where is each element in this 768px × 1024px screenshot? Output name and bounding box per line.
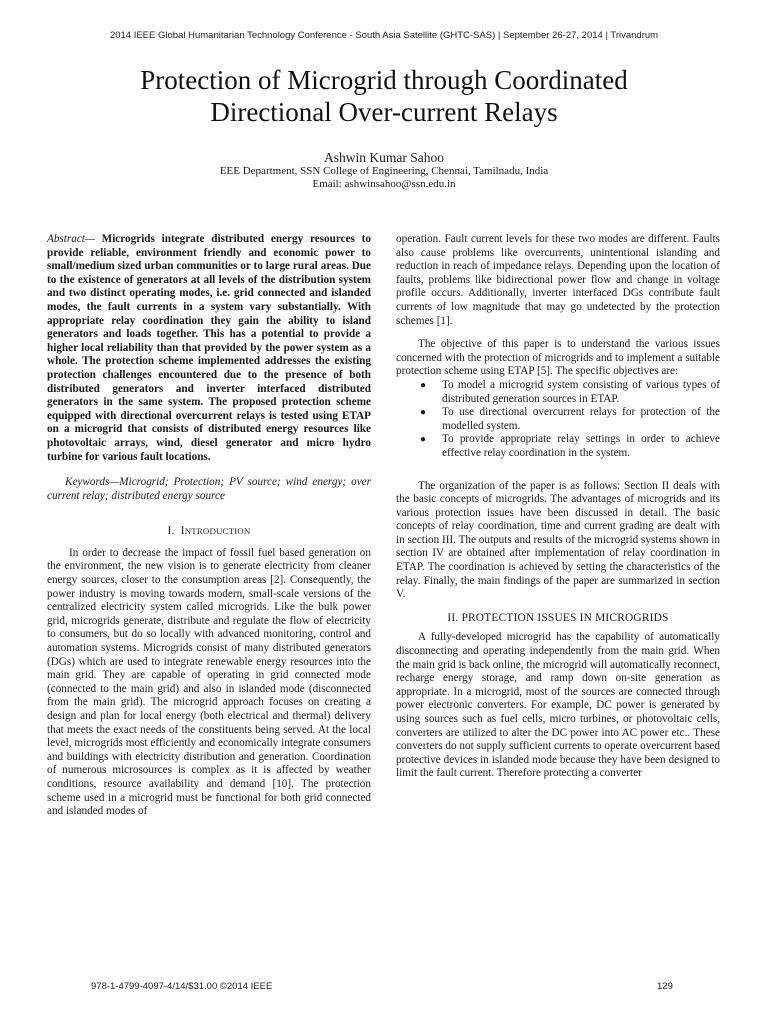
continued-paragraph: operation. Fault current levels for these two modes are different. Faults also cause problems like overcurrents, unintentional islanding and reduction in reach of impedance relays. Depending upon the location of faults, problems like bidirectional power flow and change in voltage profile occurs. Additionally, inverter interfaced DGs contribute fault currents of low magnitude that may go undetected by the protection schemes [1].: [396, 233, 720, 327]
objective-paragraph: The objective of this paper is to understand the various issues concerned with the protection of microgrids and to implement a suitable protection scheme using ETAP [5]. The specific objectives are:: [396, 338, 720, 378]
footer-isbn: 978-1-4799-4097-4/14/$31.00 ©2014 IEEE: [91, 981, 273, 992]
bullet-icon: ●: [420, 379, 427, 391]
section-1-title-rest: NTRODUCTION: [184, 526, 251, 537]
objectives-list: [396, 379, 720, 461]
section-1-heading: [47, 525, 371, 539]
abstract-text: Microgrids integrate distributed energy resources to provide reliable, environment friendly and economic power to small/medium sized urban communities or to large rural areas. Due to the existence of generators at all levels of the distribution system and two distinct operating modes, i.e. grid connected and islanded modes, the fault currents in a system vary substantially. With appropriate relay coordination they gain the ability to island generators and loads together. This has a potential to provide a higher local reliability than that provided by the power system as a whole. The protection scheme implemented addresses the existing protection challenges encountered due to the presence of both distributed generators and inverter interfaced distributed generators in the same system. The proposed protection scheme equipped with directional overcurrent relays is tested using ETAP on a microgrid that consists of distributed energy resources like photovoltaic arrays, wind, diesel generator and micro hydro turbine for various fault locations.: [47, 233, 371, 463]
paper-title: [40, 64, 728, 128]
abstract-dash: —: [84, 233, 102, 245]
objective-item: ● To provide appropriate relay settings in order to achieve effective relay coordination in the system.: [420, 433, 720, 459]
abstract: [47, 233, 371, 464]
left-column: [47, 233, 371, 819]
intro-paragraph: In order to decrease the impact of fossil fuel based generation on the environment, the new vision is to generate electricity from cleaner energy sources, closer to the consumption areas [2]. Consequently, the power industry is moving towards modern, small-scale versions of the centralized electricity system called microgrids. Like the bulk power grid, microgrids generate, distribute and regulate the flow of electricity to consumers, but do so locally with advanced monitoring, control and automation systems. Microgrids consist of many distributed generators (DGs) which are used to integrate renewable energy resources into the main grid. They are capable of operating in grid connected mode (connected to the main grid) and also in islanded mode (disconnected from the main grid). The microgrid approach focuses on creating a design and plan for local energy (both electrical and thermal) delivery that meets the exact needs of the constituents being served. At the local level, microgrids most efficiently and economically integrate consumers and buildings with electricity distribution and generation. Coordination of numerous microsources is complex as it is affected by weather conditions, resource availability and demand [10]. The protection scheme used in a microgrid must be functional for both grid connected and islanded modes of: [47, 546, 371, 818]
author-block: [0, 150, 768, 191]
section-1-title-initial: I: [180, 525, 185, 538]
author-affiliation: EEE Department, SSN College of Engineering, Chennai, Tamilnadu, India: [219, 165, 549, 177]
section-2-heading: II. PROTECTION ISSUES IN MICROGRIDS: [447, 611, 669, 624]
keywords: Keywords—Microgrid; Protection; PV source; wind energy; over current relay; distributed energy source: [47, 476, 371, 502]
bullet-icon: ●: [420, 434, 427, 446]
objective-item: ● To use directional overcurrent relays for protection of the modelled system.: [420, 406, 720, 432]
section-2-paragraph: A fully-developed microgrid has the capability of automatically disconnecting and operating independently from the main grid. When the main grid is back online, the microgrid will automatically reconnect, recharge energy storage, and ramp down on-site generation as appropriate. In a microgrid, most of the sources are connected through power electronic converters. For example, DC power is generated by using sources such as fuel cells, micro turbines, or photovoltaic cells, converters are utilized to alter the DC power into AC power etc.. These converters do not supply sufficient currents to operate overcurrent based protective devices in islanded mode because they have been designed to limit the fault current. Therefore protecting a converter: [396, 631, 720, 780]
right-column: [396, 233, 720, 781]
page-number: 129: [657, 981, 673, 992]
title-line-1: Protection of Microgrid through Coordinated: [140, 65, 628, 95]
objective-item: ● To model a microgrid system consisting of various types of distributed generation sources in ETAP.: [420, 378, 720, 405]
abstract-label: Abstract: [47, 233, 85, 245]
section-1-number: I.: [167, 525, 175, 538]
author-name: Ashwin Kumar Sahoo: [324, 150, 444, 165]
bullet-icon: ●: [420, 407, 427, 419]
organization-paragraph: The organization of the paper is as follows: Section II deals with the basic concepts of microgrids. The advantages of microgrids and its various protection issues have been discussed in detail. The basic concepts of relay coordination, time and current grading are dealt with in section III. The outputs and results of the microgrid systems shown in section IV are obtained after implementation of relay coordination in ETAP. The coordination is achieved by setting the characteristics of the relay. Finally, the main findings of the paper are summarized in section V.: [396, 479, 720, 601]
author-email: Email: ashwinsahoo@ssn.edu.in: [312, 178, 456, 190]
title-line-2: Directional Over-current Relays: [210, 97, 558, 127]
conference-header: 2014 IEEE Global Humanitarian Technology Conference - South Asia Satellite (GHTC-SAS) | September 26-27, 2014 | Trivandrum: [109, 30, 659, 41]
